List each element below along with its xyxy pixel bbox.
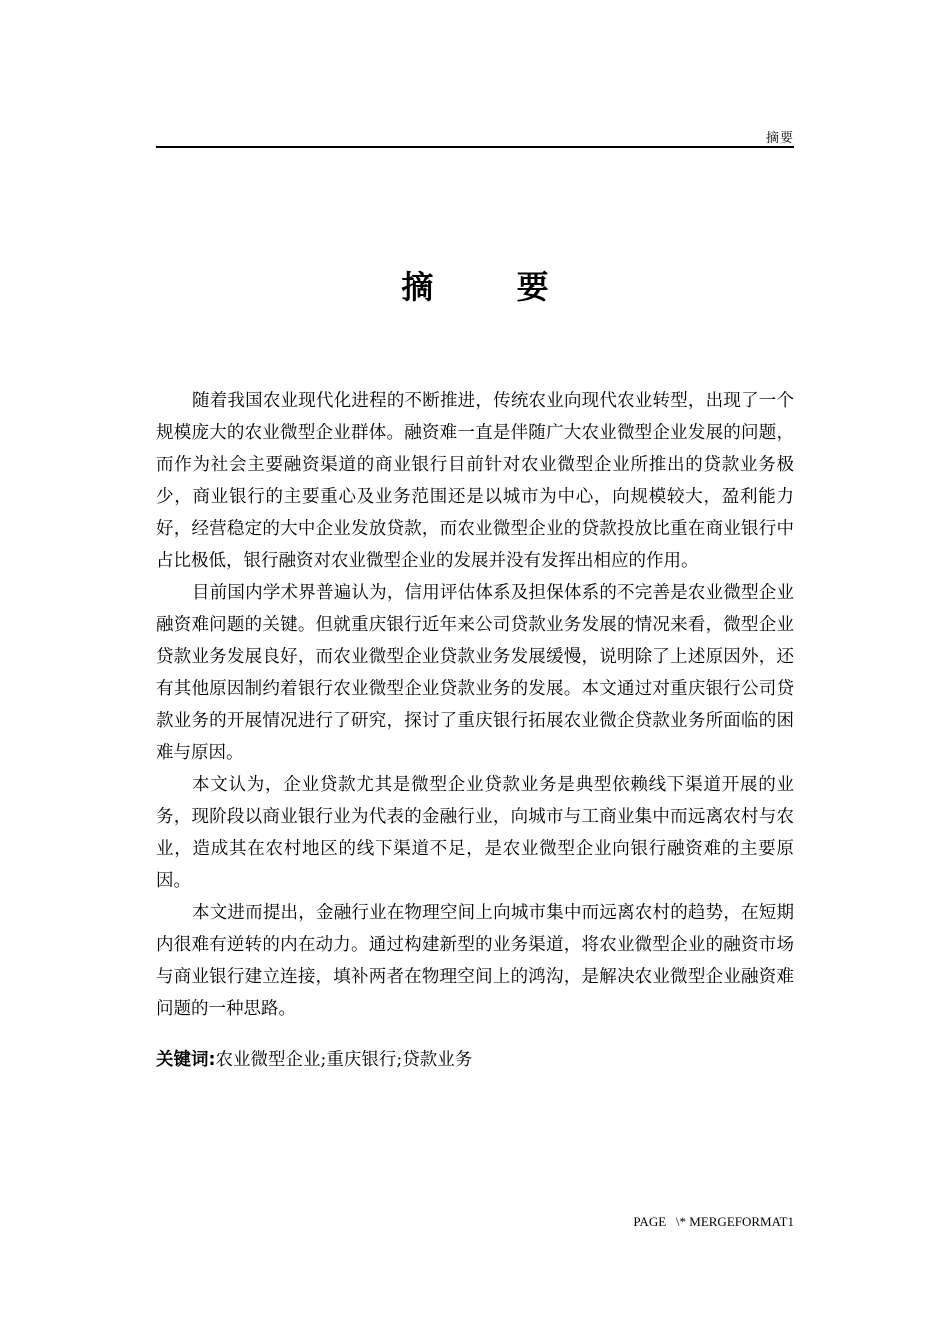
keywords-line xyxy=(156,1044,794,1076)
running-header-title: 摘要 xyxy=(765,131,794,146)
abstract-paragraph: 本文认为，企业贷款尤其是微型企业贷款业务是典型依赖线下渠道开展的业务，现阶段以商业银行业为代表的金融行业，向城市与工商业集中而远离农村与农业，造成其在农村地区的线下渠道不足，是农业微型企业向银行融资难的主要原因。 xyxy=(156,775,794,891)
abstract-paragraph: 随着我国农业现代化进程的不断推进，传统农业向现代农业转型，出现了一个规模庞大的农业微型企业群体。融资难一直是伴随广大农业微型企业发展的问题，而作为社会主要融资渠道的商业银行目前针对农业微型企业所推出的贷款业务极少，商业银行的主要重心及业务范围还是以城市为中心，向规模较大，盈利能力好，经营稳定的大中企业发放贷款，而农业微型企业的贷款投放比重在商业银行中占比极低，银行融资对农业微型企业的发展并没有发挥出相应的作用。 xyxy=(156,391,794,571)
page-footer-field: PAGE \* MERGEFORMAT1 xyxy=(633,1214,794,1229)
abstract-paragraph: 本文进而提出，金融行业在物理空间上向城市集中而远离农村的趋势，在短期内很难有逆转的内在动力。通过构建新型的业务渠道，将农业微型企业的融资市场与商业银行建立连接，填补两者在物理空间上的鸿沟，是解决农业微型企业融资难问题的一种思路。 xyxy=(156,903,794,1019)
abstract-body xyxy=(156,385,794,1025)
page-header xyxy=(156,124,794,148)
keywords-label: 关键词: xyxy=(156,1050,216,1070)
abstract-paragraph: 目前国内学术界普遍认为，信用评估体系及担保体系的不完善是农业微型企业融资难问题的关键。但就重庆银行近年来公司贷款业务发展的情况来看，微型企业贷款业务发展良好，而农业微型企业贷款业务发展缓慢，说明除了上述原因外，还有其他原因制约着银行农业微型企业贷款业务的发展。本文通过对重庆银行公司贷款业务的开展情况进行了研究，探讨了重庆银行拓展农业微企贷款业务所面临的困难与原因。 xyxy=(156,583,794,763)
keywords-value: 农业微型企业;重庆银行;贷款业务 xyxy=(215,1050,473,1070)
abstract-title: 摘 要 xyxy=(401,268,585,306)
